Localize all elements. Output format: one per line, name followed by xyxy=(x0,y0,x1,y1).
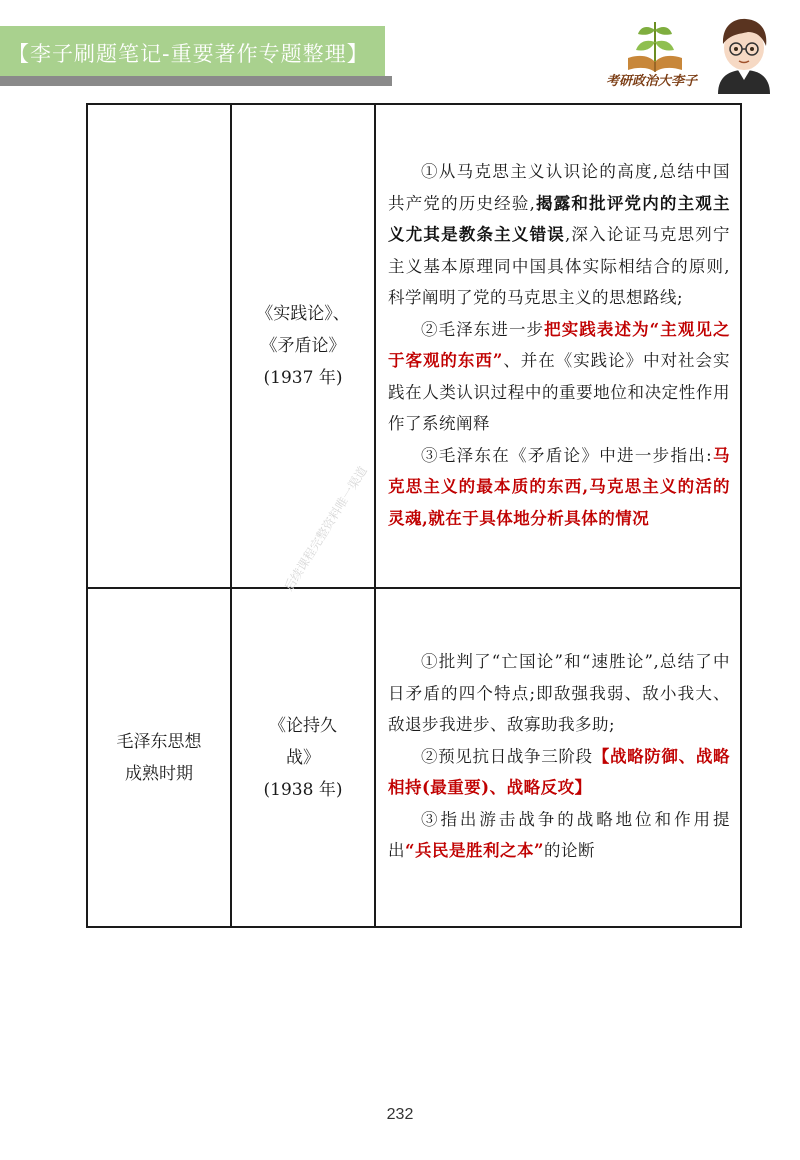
table-row xyxy=(87,104,741,588)
work-title-line: 战》 xyxy=(286,747,320,768)
period-cell xyxy=(87,104,231,588)
logo-text: 考研政治大李子 xyxy=(606,74,698,89)
point-text: ③指出游击战争的战略地位和作用提出 xyxy=(388,809,730,861)
work-title-line: 《论持久 xyxy=(269,715,337,736)
avatar xyxy=(712,14,776,94)
period-label-line: 成熟时期 xyxy=(125,763,193,784)
point-text: ①批判了“亡国论”和“速胜论”,总结了中日矛盾的四个特点;即敌强我弱、敌小我大、敌退步我进步、敌寡助我多助; xyxy=(388,652,730,735)
point-text: ②毛泽东进一步 xyxy=(421,319,545,339)
table-row xyxy=(87,588,741,927)
work-year: (1937 年) xyxy=(263,368,343,388)
header-title: 【李子刷题笔记-重要著作专题整理】 xyxy=(8,42,369,66)
point-emphasis: 揭露和批评党内的主观主义尤其是教条主义错误 xyxy=(388,193,730,244)
point-highlight: 把实践表述为“主观见之于客观的东西” xyxy=(388,319,730,370)
point-text: ③毛泽东在《矛盾论》中进一步指出: xyxy=(421,445,713,465)
period-cell xyxy=(87,588,231,927)
point-highlight: “兵民是胜利之本” xyxy=(405,841,544,861)
period-label-line: 毛泽东思想 xyxy=(116,731,202,752)
point-text: 、并在《实践论》中对社会实践在人类认识过程中的重要地位和决定性作用作了系统阐释 xyxy=(388,351,731,433)
header-shadow xyxy=(0,76,392,86)
point-highlight: 马克思主义的最本质的东西,马克思主义的活的灵魂,就在于具体地分析具体的情况 xyxy=(388,445,731,528)
content-point xyxy=(388,156,730,314)
point-text: 的论断 xyxy=(543,841,595,861)
content-point xyxy=(388,804,730,867)
work-title-line: 《实践论》、 xyxy=(256,304,350,324)
works-cell xyxy=(231,588,375,927)
works-table xyxy=(86,103,742,928)
work-year: (1938 年) xyxy=(263,779,343,800)
content-cell xyxy=(375,104,741,588)
works-cell xyxy=(231,104,375,588)
point-highlight: 【战略防御、战略相持(最重要)、战略反攻】 xyxy=(388,746,731,798)
content-point xyxy=(388,440,730,535)
content-point xyxy=(388,646,730,741)
page-number: 232 xyxy=(386,1106,414,1123)
point-text: ①从马克思主义认识论的高度,总结中国共产党的历史经验, xyxy=(388,162,730,213)
work-title-line: 《矛盾论》 xyxy=(260,336,346,356)
content-cell xyxy=(375,588,741,927)
point-text: ,深入论证马克思列宁主义基本原理同中国具体实际相结合的原则, 科学阐明了党的马克思主义的思想路线; xyxy=(388,225,731,307)
content-point xyxy=(388,741,730,804)
content-point xyxy=(388,314,730,440)
point-text: ②预见抗日战争三阶段 xyxy=(421,746,593,766)
watermark: 后续课程完整资料唯一渠道 xyxy=(281,463,370,594)
